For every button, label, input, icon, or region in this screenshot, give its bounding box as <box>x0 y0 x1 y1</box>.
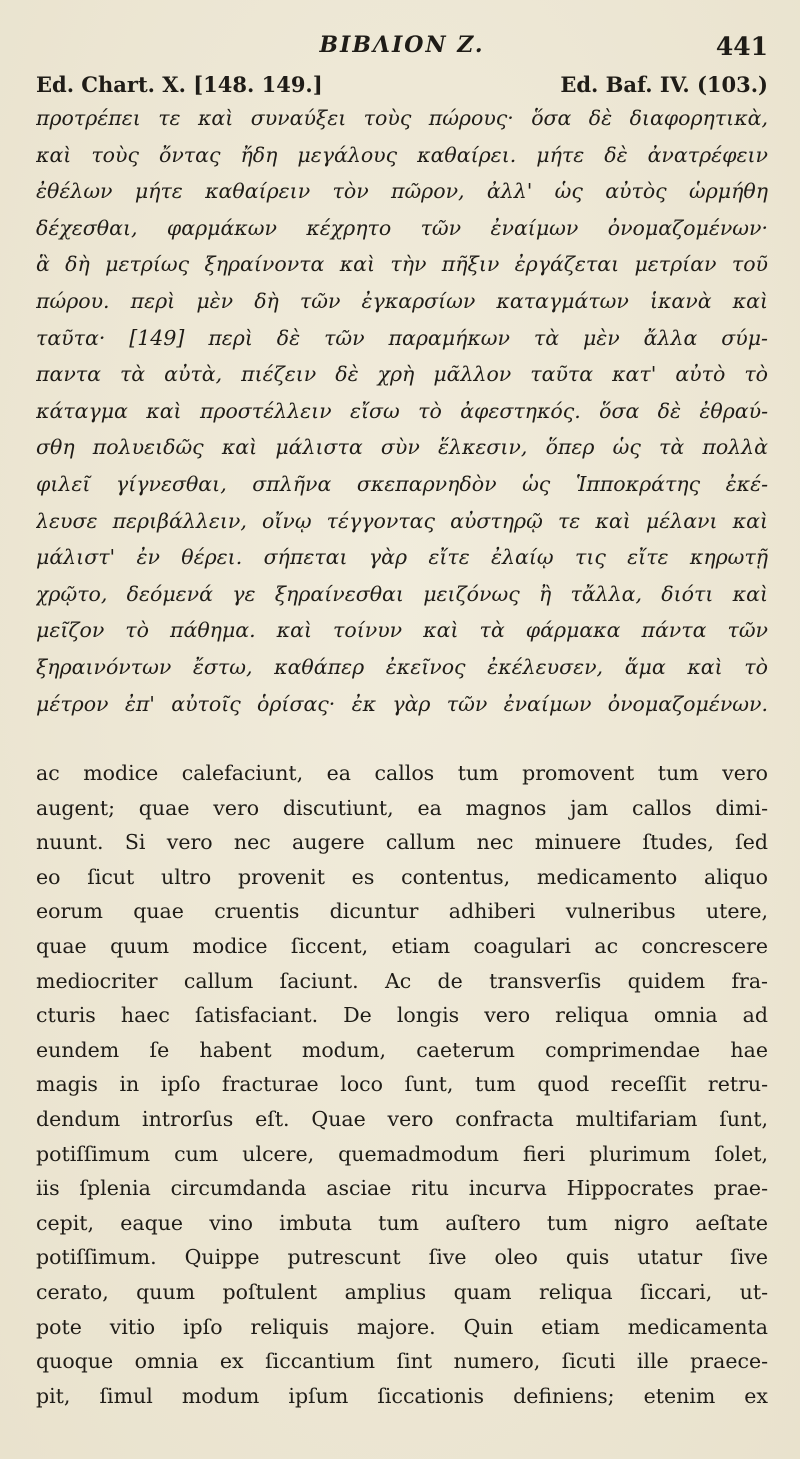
latin-text-line: cepit, eaque vino imbuta tum auſtero tum nigro aeſtate <box>36 1210 768 1235</box>
latin-text-line: ac modice calefaciunt, ea callos tum promovent tum vero <box>36 761 768 786</box>
edition-reference-left: Ed. Chart. X. [148. 149.] <box>36 72 323 97</box>
greek-text-block <box>36 100 768 722</box>
latin-text-line: mediocriter callum ſaciunt. Ac de transverſis quidem fra- <box>36 968 768 993</box>
latin-text-line: pote vitio ipſo reliquis majore. Quin etiam medicamenta <box>36 1314 768 1339</box>
latin-text-line: potiſſimum cum ulcere, quemadmodum fieri plurimum ſolet, <box>36 1141 768 1166</box>
greek-text-line: μάλιστ' ἐν θέρει. σήπεται γὰρ εἴτε ἐλαίῳ τις εἴτε κηρωτῇ <box>36 545 768 570</box>
latin-text-line: cerato, quum poſtulent amplius quam reliqua ſiccari, ut- <box>36 1280 768 1304</box>
edition-reference-right: Ed. Baf. IV. (103.) <box>560 72 768 97</box>
latin-text-line: pit, ſimul modum ipſum ſiccationis definiens; etenim ex <box>36 1383 768 1408</box>
edition-reference-line <box>36 70 768 100</box>
latin-text-line: iis ſplenia circumdanda asciae ritu incurva Hippocrates prae- <box>36 1176 768 1201</box>
greek-text-line: φιλεῖ γίγνεσθαι, σπλῆνα σκεπαρνηδὸν ὡς Ἱπποκράτης ἐκέ- <box>36 471 768 496</box>
page-number: 441 <box>715 32 768 61</box>
greek-text-line: παντα τὰ αὐτὰ, πιέζειν δὲ χρὴ μᾶλλον ταῦτα κατ' αὐτὸ τὸ <box>36 362 768 387</box>
latin-text-block <box>36 756 768 1413</box>
greek-text-line: ἐθέλων μήτε καθαίρειν τὸν πῶρον, ἀλλ' ὡς αὐτὸς ὡρμήθη <box>36 179 768 204</box>
greek-text-line: λευσε περιβάλλειν, οἴνῳ τέγγοντας αὐστηρῷ τε καὶ μέλανι καὶ <box>36 508 768 533</box>
latin-text-line: eorum quae cruentis dicuntur adhiberi vulneribus utere, <box>36 899 768 924</box>
greek-text-line: προτρέπει τε καὶ συναύξει τοὺς πώρους· ὅσα δὲ διαφορητικὰ, <box>36 106 768 130</box>
greek-text-line: πώρου. περὶ μὲν δὴ τῶν ἐγκαρσίων καταγμάτων ἱκανὰ καὶ <box>36 288 768 313</box>
greek-text-line: ἃ δὴ μετρίως ξηραίνοντα καὶ τὴν πῆξιν ἐργάζεται μετρίαν τοῦ <box>36 252 768 277</box>
latin-text-line: quoque omnia ex ſiccantium ſint numero, ſicuti ille praece- <box>36 1349 768 1374</box>
latin-text-line: magis in ipſo fracturae loco ſunt, tum quod receſſit retru- <box>36 1072 768 1097</box>
greek-text-line: ξηραινόντων ἔστω, καθάπερ ἐκεῖνος ἐκέλευσεν, ἅμα καὶ τὸ <box>36 654 768 679</box>
latin-text-line: cturis haec ſatisfaciant. De longis vero reliqua omnia ad <box>36 1003 768 1028</box>
latin-text-line: eundem ſe habent modum, caeterum comprimendae hae <box>36 1037 768 1062</box>
greek-text-line: δέχεσθαι, φαρμάκων κέχρητο τῶν ἐναίμων ὀνομαζομένων· <box>36 215 768 240</box>
latin-text-line: dendum introrſus eſt. Quae vero confracta multifariam ſunt, <box>36 1107 768 1132</box>
greek-text-line: κάταγμα καὶ προστέλλειν εἴσω τὸ ἀφεστηκός. ὅσα δὲ ἐθραύ- <box>36 398 768 423</box>
latin-text-line: augent; quae vero discutiunt, ea magnos jam callos dimi- <box>36 795 768 820</box>
latin-text-line: eo ſicut ultro provenit es contentus, medicamento aliquo <box>36 864 768 889</box>
greek-text-line: μεῖζον τὸ πάθημα. καὶ τοίνυν καὶ τὰ φάρμακα πάντα τῶν <box>36 618 768 643</box>
greek-text-line: σθη πολυειδῶς καὶ μάλιστα σὺν ἕλκεσιν, ὅπερ ὡς τὰ πολλὰ <box>36 435 768 460</box>
running-title: BIBΛIOΝ Z. <box>319 32 485 58</box>
greek-text-line: μέτρον ἐπ' αὐτοῖς ὁρίσας· ἐκ γὰρ τῶν ἐναίμων ὀνομαζομένων. <box>36 691 768 716</box>
greek-text-line: καὶ τοὺς ὄντας ἤδη μεγάλους καθαίρει. μήτε δὲ ἀνατρέφειν <box>36 142 768 167</box>
greek-text-line: χρῷτο, δεόμενά γε ξηραίνεσθαι μειζόνως ἢ τἄλλα, διότι καὶ <box>36 581 768 606</box>
latin-text-line: quae quum modice ſiccent, etiam coagulari ac concrescere <box>36 934 768 959</box>
greek-text-line: ταῦτα· [149] περὶ δὲ τῶν παραμήκων τὰ μὲν ἄλλα σύμ- <box>36 325 768 350</box>
latin-text-line: nuunt. Si vero nec augere callum nec minuere ſtudes, ſed <box>36 830 768 855</box>
running-header <box>36 28 768 64</box>
latin-text-line: potiſſimum. Quippe putrescunt ſive oleo quis utatur ſive <box>36 1245 768 1270</box>
